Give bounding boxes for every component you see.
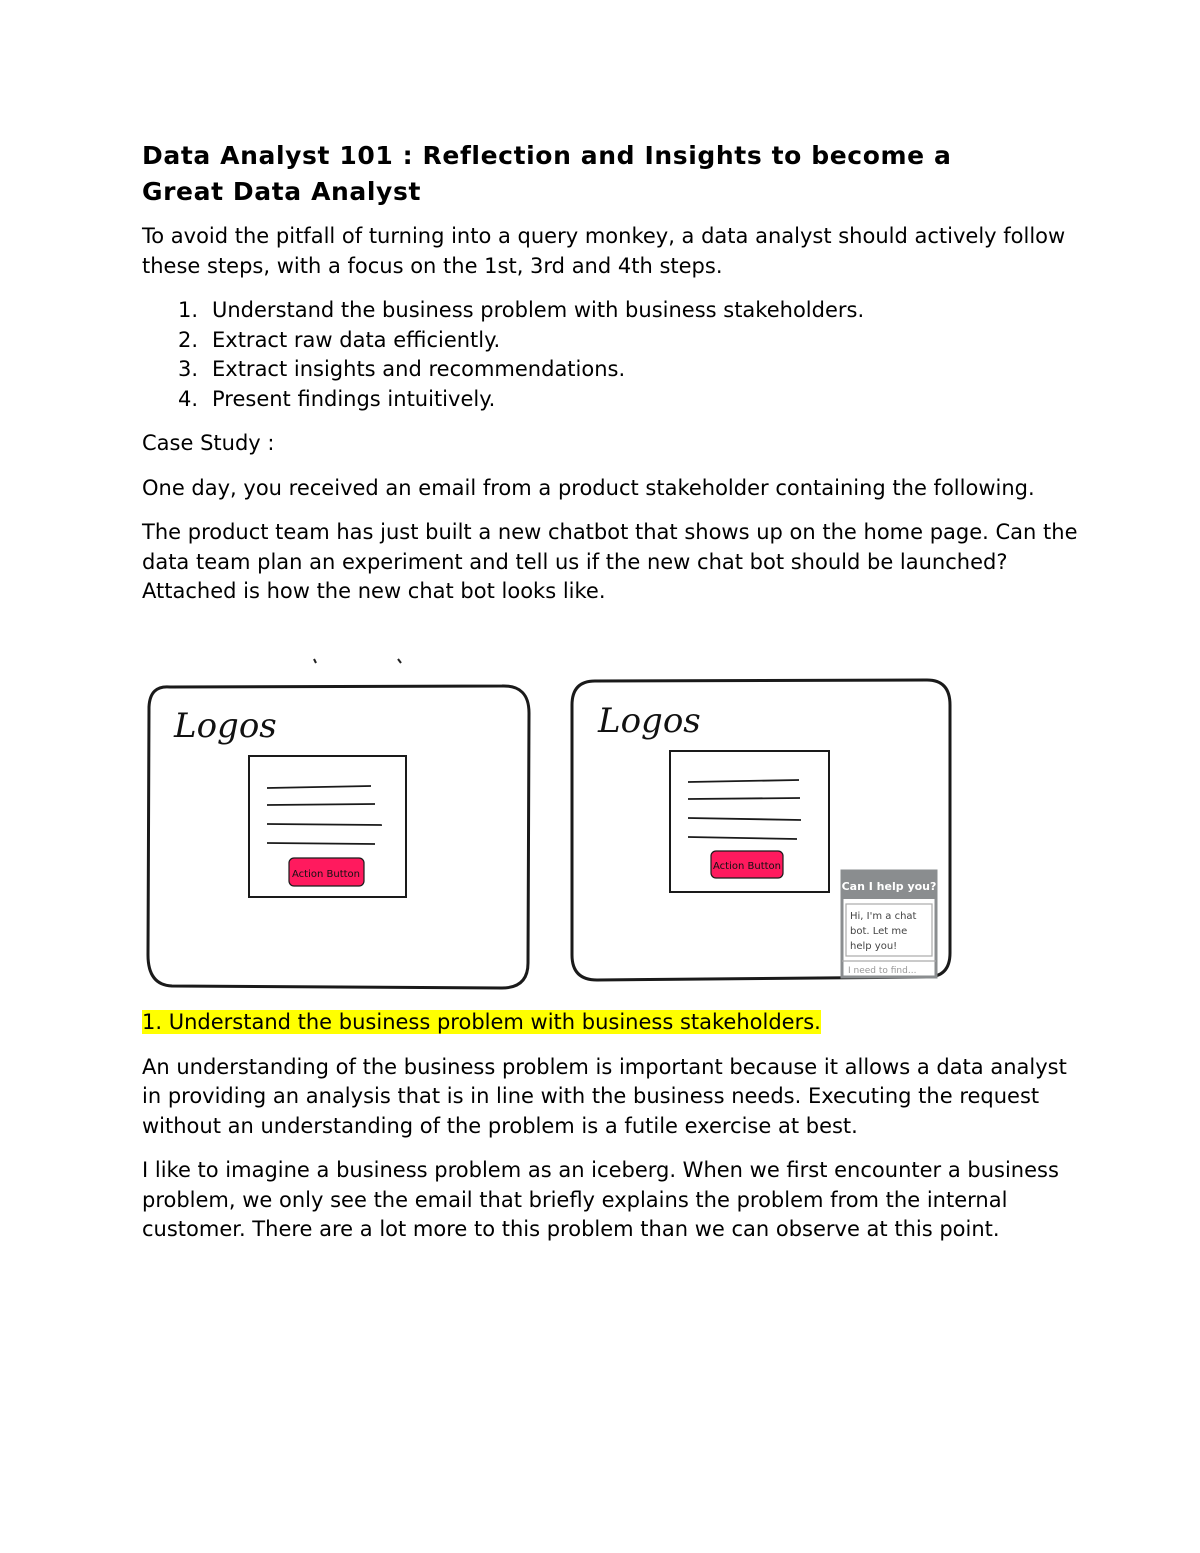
section-heading <box>142 1008 1082 1038</box>
sketch-right-button-label: Action Button <box>713 861 781 872</box>
section-paragraph-2: I like to imagine a business problem as an iceberg. When we first encounter a business problem, we only see the email that briefly explains the problem from the internal customer. There are a lot more to this problem than we can observe at this point. <box>142 1158 1059 1241</box>
sketch-right-frame <box>572 680 950 980</box>
steps-list <box>142 296 1082 414</box>
list-item-number: 4. <box>178 386 199 411</box>
sketch-chat-header-label: Can I help you? <box>841 880 937 893</box>
list-item-number: 3. <box>178 357 199 381</box>
list-item <box>142 385 1082 415</box>
sketch-left-logo: Logos <box>174 706 277 746</box>
list-item-text: Present findings intuitively. <box>212 386 496 411</box>
sketch-chat-message-line-3: help you! <box>850 941 898 952</box>
sketch-chat-message-line-2: bot. Let me <box>850 926 908 937</box>
list-item-text: Understand the business problem with business stakeholders. <box>212 298 865 322</box>
title-line-1: Data Analyst 101 : Reflection and Insights to become a <box>142 141 952 170</box>
sketch-left-button-label: Action Button <box>292 869 360 880</box>
document-body <box>142 138 1082 622</box>
sketch-chat-widget <box>842 871 937 977</box>
highlighted-heading-text: 1. Understand the business problem with business stakeholders. <box>142 1010 821 1034</box>
list-item <box>142 355 1082 385</box>
case-paragraph-1: One day, you received an email from a product stakeholder containing the following. <box>142 475 1035 500</box>
list-item-text: Extract insights and recommendations. <box>212 357 626 381</box>
sketch-left-frame <box>148 686 529 988</box>
case-study-label: Case Study : <box>142 431 275 455</box>
case-paragraph-2: The product team has just built a new chatbot that shows up on the home page. Can the data team plan an experiment and tell us if the new chat bot should be launched? Attached is how the new chat bot looks like. <box>142 520 1078 603</box>
chatbot-sketch-figure <box>142 655 962 995</box>
document-title <box>142 138 1082 210</box>
list-item-number: 1. <box>178 298 199 322</box>
list-item-text: Extract raw data efficiently. <box>212 327 501 352</box>
list-item <box>142 296 1082 326</box>
sketch-chat-message-line-1: Hi, I'm a chat <box>850 911 917 922</box>
list-item <box>142 326 1082 356</box>
sketch-right-logo: Logos <box>598 701 701 741</box>
section-paragraph-1: An understanding of the business problem is important because it allows a data analyst in providing an analysis that is in line with the business needs. Executing the request without an understanding of the problem is a futile exercise at best. <box>142 1054 1067 1138</box>
list-item-number: 2. <box>178 327 199 352</box>
title-line-2: Great Data Analyst <box>142 177 421 206</box>
intro-paragraph: To avoid the pitfall of turning into a query monkey, a data analyst should actively follow these steps, with a focus on the 1st, 3rd and 4th steps. <box>142 224 1066 278</box>
section-understand-problem <box>142 1008 1082 1260</box>
sketch-chat-input-placeholder: I need to find... <box>848 966 917 976</box>
